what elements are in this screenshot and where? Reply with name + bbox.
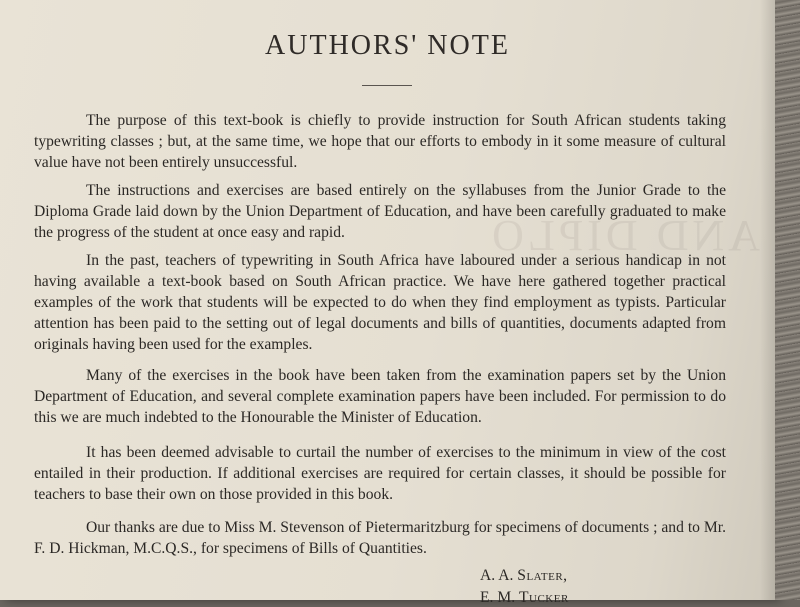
page-edge-shadow bbox=[760, 0, 775, 600]
paragraph-exercise-count: It has been deemed advisable to curtail the number of exercises to the minimum in view of the cost entailed in their production. If additional exercises are required for certain classes, it should be possible for teachers to base their own on those provided in this book. bbox=[34, 444, 726, 503]
signature-surname: Tucker bbox=[518, 589, 569, 606]
paragraph-thanks: Our thanks are due to Miss M. Stevenson of Pietermaritzburg for specimens of documents ; and to Mr. F. D. Hickman, M.C.Q.S., for specimens of Bills of Quantities. bbox=[34, 519, 726, 557]
signature-slater bbox=[480, 567, 568, 585]
paragraph-past-handicap: In the past, teachers of typewriting in South Africa have laboured under a serious handicap in not having available a text-book based on South African practice. We have here gathered together practical examples of the work that students will be expected to do when they find employment as typists. Particular attention has been paid to the setting out of legal documents and bills of quantities, documents adapted from originals having been used for the examples. bbox=[34, 252, 726, 353]
paragraph-purpose: The purpose of this text-book is chiefly to provide instruction for South African students taking typewriting classes ; but, at the same time, we hope that our efforts to embody in it some measure of cultural value have not been entirely unsuccessful. bbox=[34, 112, 726, 171]
signature-surname: Slater, bbox=[517, 567, 568, 584]
title-rule bbox=[362, 85, 412, 86]
paragraph-exam-papers: Many of the exercises in the book have been taken from the examination papers set by the Union Department of Education, and several complete examination papers have been included. For permission to do this we are much indebted to the Honourable the Minister of Education. bbox=[34, 367, 726, 426]
page-title: AUTHORS' NOTE bbox=[265, 30, 510, 61]
signature-initials: A. A. bbox=[480, 567, 518, 584]
signature-tucker bbox=[480, 589, 569, 607]
background-surface bbox=[775, 0, 800, 600]
show-through-text: AND DIPLO bbox=[488, 211, 760, 260]
signature-initials: E. M. bbox=[480, 589, 519, 606]
paragraph-syllabus: The instructions and exercises are based entirely on the syllabuses from the Junior Grade to the Diploma Grade laid down by the Union Department of Education, and have been carefully graduated to make the progress of the student at once easy and rapid. bbox=[34, 182, 726, 241]
